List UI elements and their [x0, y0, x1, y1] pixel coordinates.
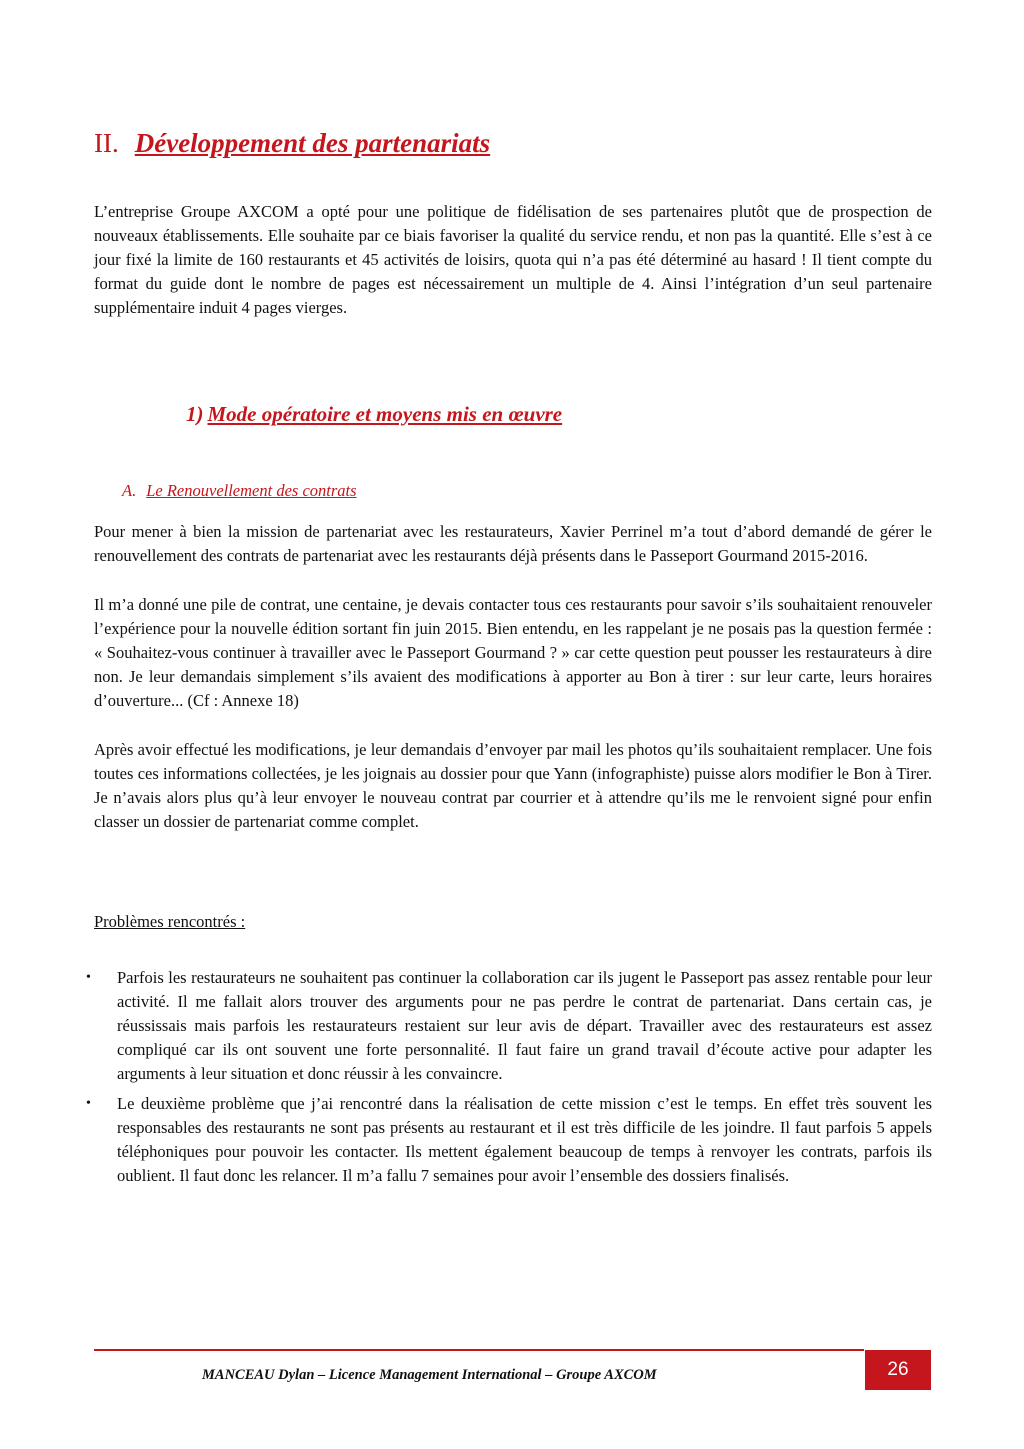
bullet-icon: • [86, 970, 91, 985]
paragraph-modifications: Après avoir effectué les modifications, je leur demandais d’envoyer par mail les photos qu’ils souhaitaient remplacer. Une fois toutes ces informations collectées, je les joignais au dossier pour que Yann (infographiste) puisse alors modifier le Bon à Tirer. Je n’avais alors plus qu’à leur envoyer le nouveau contrat par courrier et à attendre qu’ils me le renvoient signé pour enfin classer un dossier de partenariat comme complet. [94, 740, 932, 831]
list-item-text: Le deuxième problème que j’ai rencontré dans la réalisation de cette mission c’est le temps. En effet très souvent les responsables des restaurants ne sont pas présents au restaurant et il est très difficile de les joindre. Il faut parfois 5 appels téléphoniques pour pouvoir les contacter. Ils mettent également beaucoup de temps à renvoyer les contrats, parfois ils oublient. Il faut donc les relancer. Il m’a fallu 7 semaines pour avoir l’ensemble des dossiers finalisés. [117, 1094, 932, 1185]
list-item [0, 1092, 932, 1188]
paragraph-mission: Pour mener à bien la mission de partenariat avec les restaurateurs, Xavier Perrinel m’a tout d’abord demandé de gérer le renouvellement des contrats de partenariat avec les restaurants déjà présents dans le Passeport Gourmand 2015-2016. [94, 522, 932, 565]
subsubsection-heading [122, 481, 357, 501]
footer-divider [94, 1349, 864, 1351]
problems-heading: Problèmes rencontrés : [94, 912, 246, 931]
section-heading [94, 128, 490, 159]
subsection-number: 1) [186, 402, 204, 426]
problems-list [0, 966, 932, 1194]
page-number: 26 [887, 1359, 909, 1380]
subsection-heading [186, 402, 562, 427]
footer-text: MANCEAU Dylan – Licence Management International – Groupe AXCOM [202, 1367, 657, 1383]
subsubsection-letter: A. [122, 481, 137, 500]
page-number-badge [865, 1350, 931, 1390]
intro-paragraph: L’entreprise Groupe AXCOM a opté pour une politique de fidélisation de ses partenaires plutôt que de prospection de nouveaux établissements. Elle souhaite par ce biais favoriser la qualité du service rendu, et non pas la quantité. Elle s’est à ce jour fixé la limite de 160 restaurants et 45 activités de loisirs, quota qui n’a pas été déterminé au hasard ! Il tient compte du format du guide dont le nombre de pages est nécessairement un multiple de 4. Ainsi l’intégration d’un seul partenaire supplémentaire induit 4 pages vierges. [94, 202, 932, 317]
subsubsection-title: Le Renouvellement des contrats [146, 481, 357, 500]
section-title: Développement des partenariats [134, 128, 491, 158]
paragraph-contracts: Il m’a donné une pile de contrat, une centaine, je devais contacter tous ces restaurants pour savoir s’ils souhaitaient renouveler l’expérience pour la nouvelle édition sortant fin juin 2015. Bien entendu, en les rappelant je ne posais pas la question fermée : « Souhaitez-vous continuer à travailler avec le Passeport Gourmand ? » car cette question peut pousser les restaurateurs à dire non. Je leur demandais simplement s’ils avaient des modifications à apporter au Bon à tirer : sur leur carte, leurs horaires d’ouverture... (Cf : Annexe 18) [94, 595, 932, 710]
section-number: II. [94, 128, 119, 158]
subsection-title: Mode opératoire et moyens mis en œuvre [207, 402, 563, 426]
bullet-icon: • [86, 1096, 91, 1111]
list-item-text: Parfois les restaurateurs ne souhaitent pas continuer la collaboration car ils jugent le Passeport pas assez rentable pour leur activité. Il me fallait alors trouver des arguments pour ne pas perdre le contrat de partenariat. Dans certain cas, je réussissais mais parfois les restaurateurs restaient sur leur avis de départ. Travailler avec des restaurateurs est assez compliqué car ils ont souvent une forte personnalité. Il faut faire un grand travail d’écoute active pour adapter les arguments à leur situation et donc réussir à les convaincre. [117, 968, 932, 1083]
list-item [0, 966, 932, 1086]
